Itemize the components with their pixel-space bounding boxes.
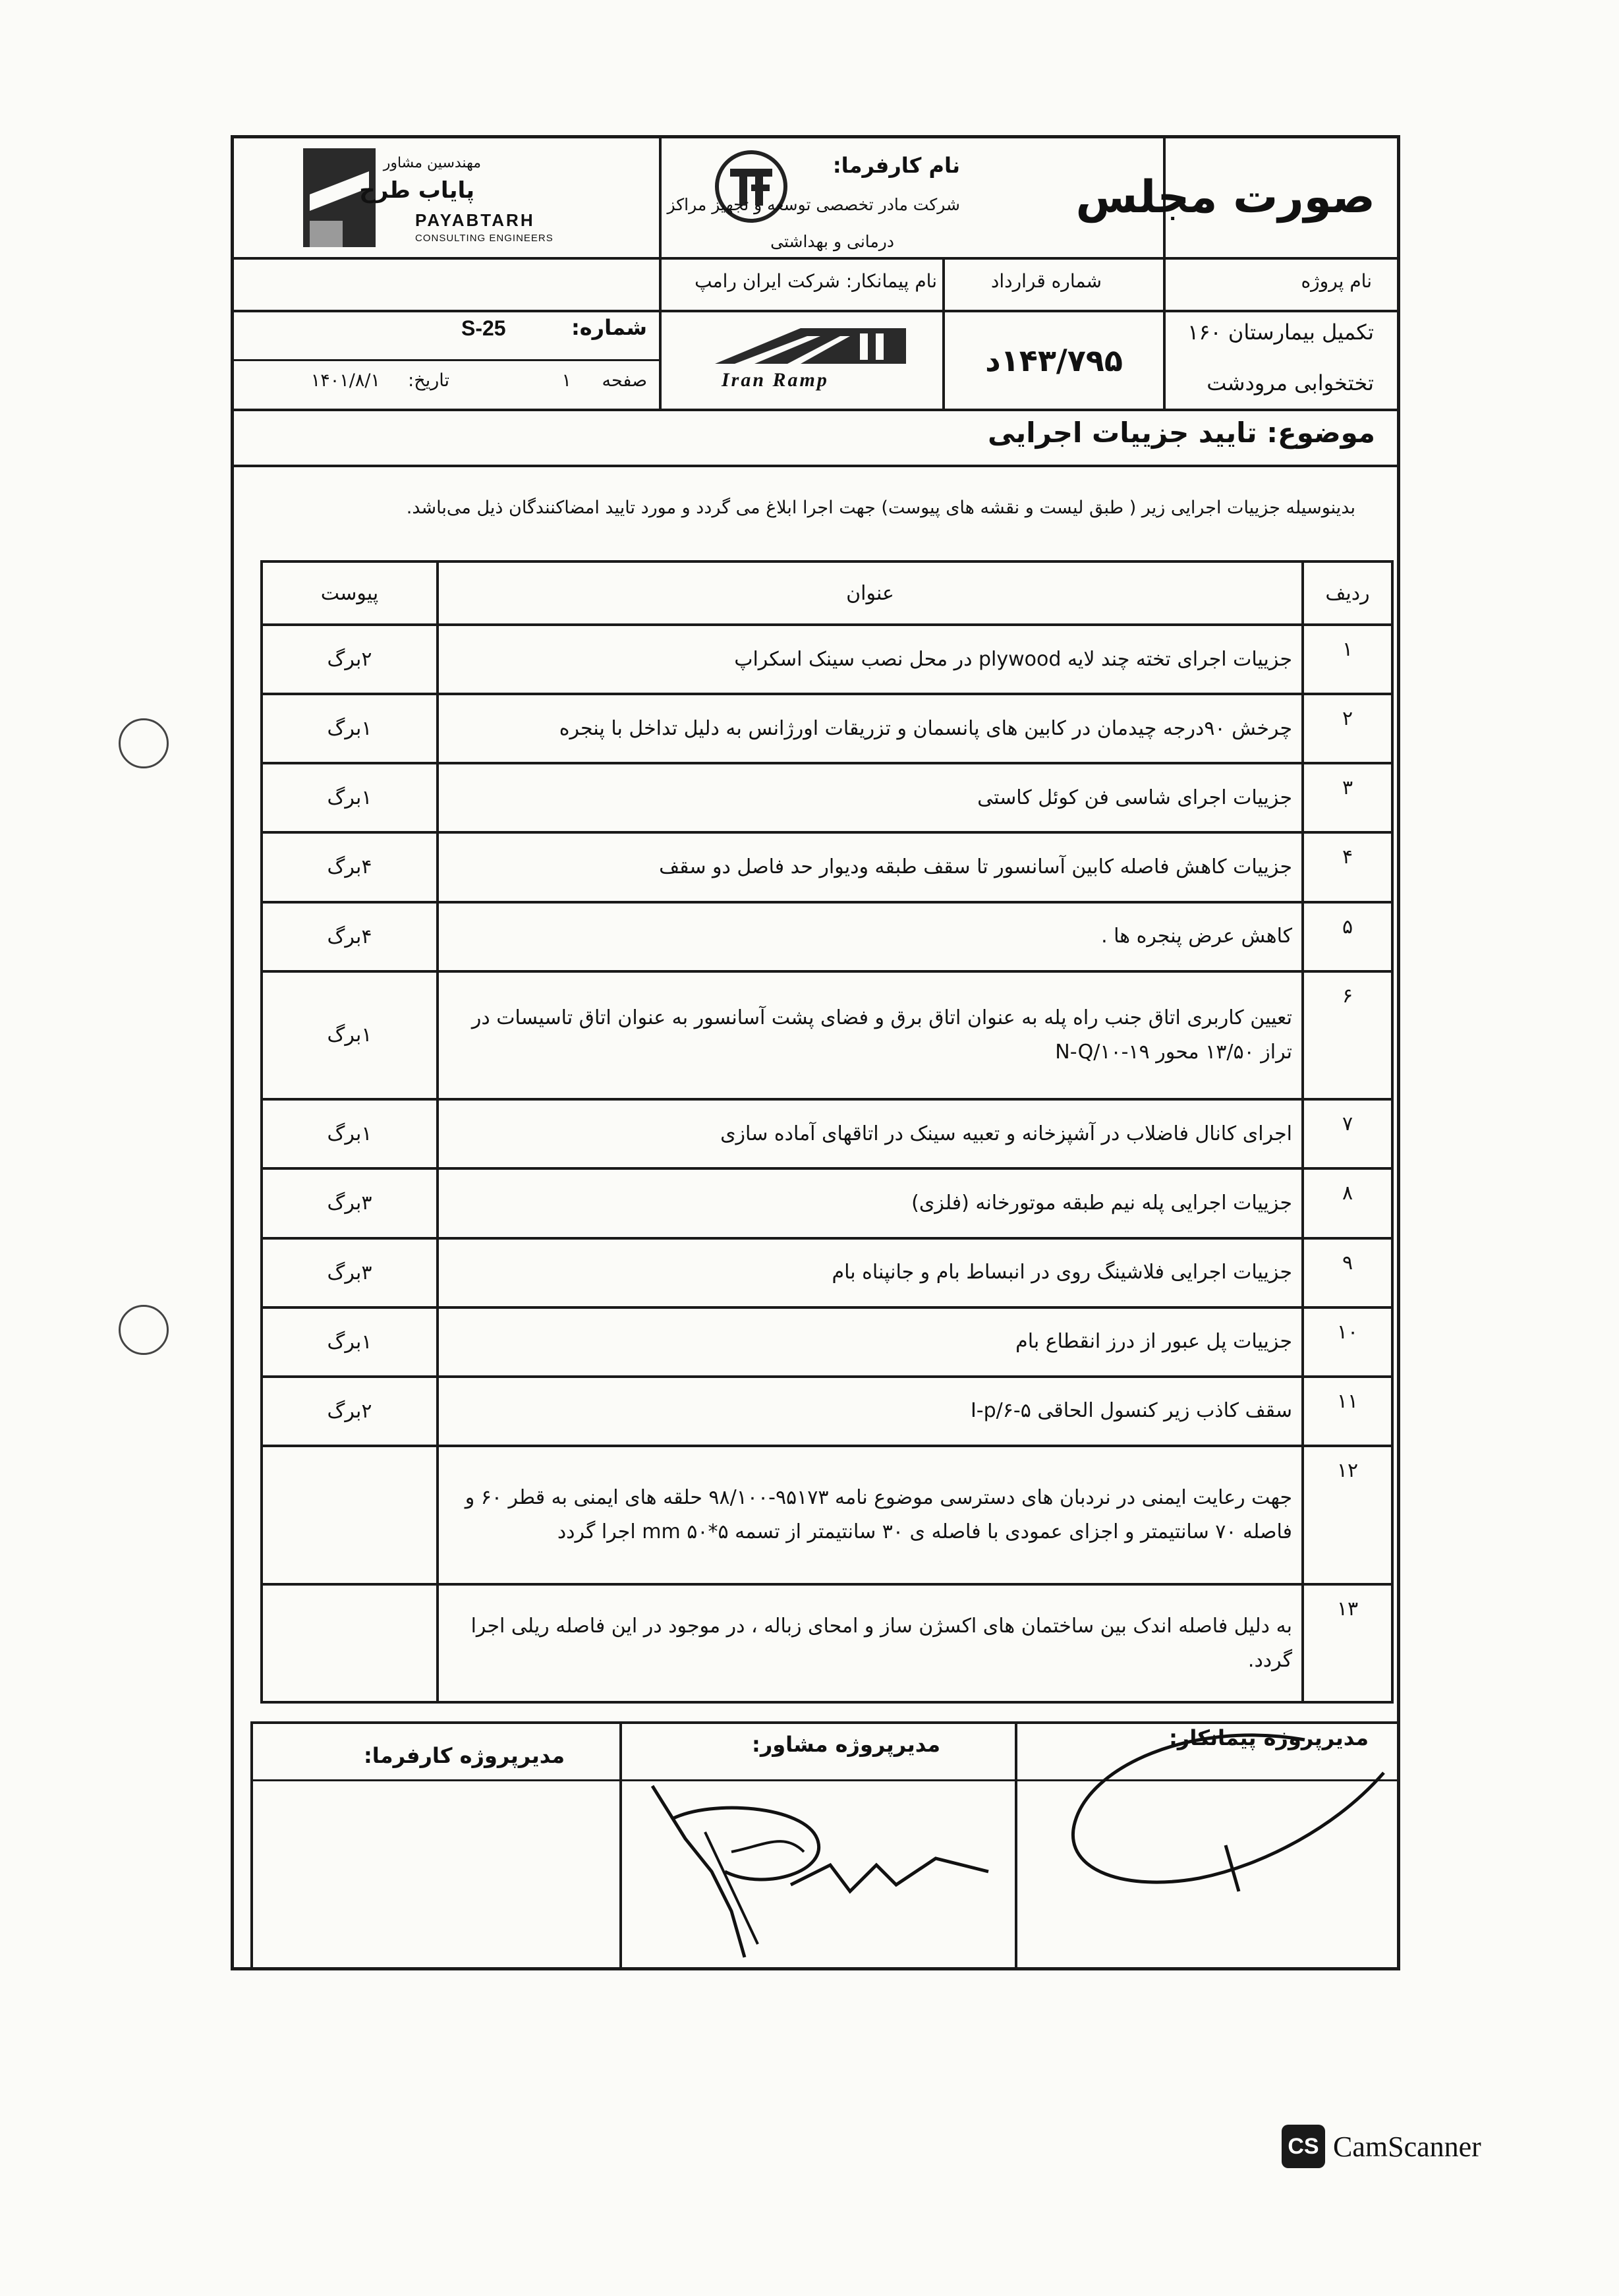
camscanner-badge-icon: CS [1282, 2125, 1325, 2168]
row-number: ۱۱ [1303, 1377, 1392, 1446]
employer-name-line2: درمانی و بهداشتی [770, 232, 894, 251]
row-title: سقف کاذب زیر کنسول الحاقی I-p/۶-۵ [438, 1377, 1303, 1446]
row-number: ۱۳ [1303, 1584, 1392, 1702]
row-title: تعیین کاربری اتاق جنب راه پله به عنوان اتاق برق و فضای پشت آسانسور به عنوان اتاق تاسیسات در تراز ۱۳/۵۰ محور N-Q/۱۰-۱۹ [438, 971, 1303, 1100]
project-name-line1: تکمیل بیمارستان ۱۶۰ [1187, 320, 1374, 345]
row-attachment: ۱برگ [262, 1307, 438, 1377]
employer-name-line1: شرکت مادر تخصصی توسعه و تجهیز مراکز [667, 195, 960, 214]
row-attachment: ۴برگ [262, 902, 438, 971]
table-row [262, 1099, 1392, 1168]
header-divider-3 [231, 409, 1400, 411]
number-block-divider [231, 359, 659, 361]
header-vline-b [659, 135, 662, 409]
row-attachment: ۲برگ [262, 1377, 438, 1446]
row-title: اجرای کانال فاضلاب در آشپزخانه و تعبیه سینک در اتاقهای آماده سازی [438, 1099, 1303, 1168]
row-title: جزییات اجرایی پله نیم طبقه موتورخانه (فلزی) [438, 1168, 1303, 1238]
signature-consultant-label: مدیرپروژه مشاور: [752, 1732, 940, 1757]
contract-number-label: شماره قرارداد [990, 270, 1102, 292]
letter-number-value: S-25 [461, 316, 506, 340]
row-attachment: ۴برگ [262, 832, 438, 902]
consultant-logo [303, 148, 567, 254]
row-attachment: ۳برگ [262, 1238, 438, 1307]
intro-text: بدینوسیله جزییات اجرایی زیر ( طبق لیست و نقشه های پیوست) جهت اجرا ابلاغ می گردد و مورد تایید امضاکنندگان ذیل می‌باشد. [406, 498, 1355, 518]
row-number: ۷ [1303, 1099, 1392, 1168]
row-number: ۸ [1303, 1168, 1392, 1238]
subject-divider [231, 465, 1400, 467]
row-number: ۱۰ [1303, 1307, 1392, 1377]
row-title: جهت رعایت ایمنی در نردبان های دسترسی موضوع نامه ۹۵۱۷۳-۹۸/۱۰۰ حلقه های ایمنی به قطر ۶۰ و فاصله ۷۰ سانتیمتر و اجزای عمودی با فاصله ی ۳۰ سانتیمتر از تسمه ۵*۵۰ mm اجرا گردد [438, 1446, 1303, 1584]
row-attachment: ۱برگ [262, 971, 438, 1100]
document-type-title: صورت مجلس [1075, 171, 1375, 223]
consultant-signature [633, 1779, 1015, 1970]
table-row [262, 971, 1392, 1100]
consultant-logo-en: PAYABTARH [415, 210, 535, 230]
details-table [260, 560, 1394, 1704]
row-attachment: ۳برگ [262, 1168, 438, 1238]
table-row [262, 1584, 1392, 1702]
row-attachment: ۱برگ [262, 763, 438, 832]
row-number: ۱۲ [1303, 1446, 1392, 1584]
row-attachment: ۱برگ [262, 694, 438, 763]
header-title: عنوان [438, 561, 1303, 625]
employer-label: نام کارفرما: [832, 153, 960, 178]
row-attachment: ۱برگ [262, 1099, 438, 1168]
row-title: کاهش عرض پنجره ها . [438, 902, 1303, 971]
contractor-logo-text: Iran Ramp [722, 369, 829, 391]
subject-title: موضوع: تایید جزییات اجرایی [987, 416, 1375, 449]
signature-vline-1 [619, 1721, 622, 1970]
row-title: به دلیل فاصله اندک بین ساختمان های اکسژن ساز و امحای زباله ، در موجود در این فاصله ریلی اجرا گردد. [438, 1584, 1303, 1702]
header-row-no: ردیف [1303, 561, 1392, 625]
table-row [262, 1307, 1392, 1377]
row-number: ۴ [1303, 832, 1392, 902]
table-row [262, 1238, 1392, 1307]
table-row [262, 902, 1392, 971]
table-row [262, 625, 1392, 694]
header-divider-1 [231, 257, 1400, 260]
table-header-row [262, 561, 1392, 625]
row-number: ۳ [1303, 763, 1392, 832]
row-title: جزییات اجرایی فلاشینگ روی در انبساط بام و جانپناه بام [438, 1238, 1303, 1307]
row-number: ۶ [1303, 971, 1392, 1100]
iran-ramp-logo-icon [708, 323, 906, 369]
header-attachment: پیوست [262, 561, 438, 625]
contract-number: ۱۴۳/۷۹۵د [985, 343, 1123, 378]
contractor-label: نام پیمانکار: شرکت ایران رامپ [695, 270, 937, 292]
row-attachment: ۲برگ [262, 625, 438, 694]
table-row [262, 694, 1392, 763]
row-attachment [262, 1446, 438, 1584]
page-value: ۱ [561, 370, 571, 391]
signature-employer-label: مدیرپروژه کارفرما: [363, 1743, 565, 1768]
consultant-logo-top-text: مهندسین مشاور [383, 155, 481, 171]
row-number: ۱ [1303, 625, 1392, 694]
table-row [262, 1446, 1392, 1584]
punch-hole-top [119, 718, 169, 768]
punch-hole-bottom [119, 1305, 169, 1355]
date-label: تاریخ: [408, 370, 449, 391]
table-row [262, 832, 1392, 902]
project-name-line2: تختخوابی مرودشت [1207, 370, 1374, 395]
row-title: جزییات اجرای تخته چند لایه plywood در محل نصب سینک اسکراپ [438, 625, 1303, 694]
consultant-logo-en-sub: CONSULTING ENGINEERS [415, 233, 554, 244]
row-title: جزییات کاهش فاصله کابین آسانسور تا سقف طبقه ودیوار حد فاصل دو سقف [438, 832, 1303, 902]
consultant-logo-fa: پایاب طرح [359, 177, 474, 204]
project-name-label: نام پروژه [1301, 270, 1372, 292]
row-number: ۹ [1303, 1238, 1392, 1307]
table-row [262, 1168, 1392, 1238]
header-divider-2 [231, 310, 1400, 312]
row-attachment [262, 1584, 438, 1702]
letter-number-label: شماره: [571, 315, 647, 340]
table-row [262, 763, 1392, 832]
date-value: ۱۴۰۱/۸/۱ [310, 370, 380, 391]
row-number: ۵ [1303, 902, 1392, 971]
contractor-logo [708, 323, 906, 395]
row-title: چرخش ۹۰درجه چیدمان در کابین های پانسمان و تزریقات اورژانس به دلیل تداخل با پنجره [438, 694, 1303, 763]
page-label: صفحه [602, 370, 647, 391]
signature-contractor-label: مدیرپروژه پیمانکار: [1169, 1725, 1369, 1750]
signature-vline-left [250, 1721, 253, 1970]
camscanner-watermark [1282, 2123, 1481, 2169]
row-title: جزییات اجرای شاسی فن کوئل کاستی [438, 763, 1303, 832]
signature-vline-2 [1015, 1721, 1017, 1970]
row-title: جزییات پل عبور از درز انقطاع بام [438, 1307, 1303, 1377]
row-number: ۲ [1303, 694, 1392, 763]
table-row [262, 1377, 1392, 1446]
contractor-signature [1028, 1713, 1397, 1931]
camscanner-text: CamScanner [1333, 2130, 1481, 2163]
